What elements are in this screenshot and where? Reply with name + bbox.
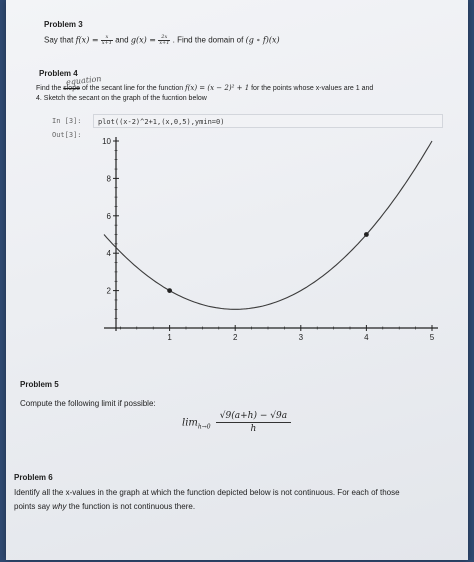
y-tick-label-4: 4 (106, 249, 111, 259)
limit-expression (182, 412, 291, 434)
f-numerator: x (101, 35, 113, 41)
code-input[interactable]: plot((x-2)^2+1,(x,0,5),ymin=0) (93, 114, 443, 128)
out-prompt: Out[3]: (52, 131, 82, 139)
f-denominator: x+1 (101, 40, 112, 46)
problem3-title: Problem 3 (44, 20, 83, 29)
function-plot (6, 0, 468, 360)
problem4-title: Problem 4 (39, 69, 78, 78)
f-definition-lhs: f(x) = (75, 35, 99, 45)
g-definition-lhs: g(x) = (130, 35, 156, 45)
limit-denominator: h (250, 424, 257, 434)
limit-fraction (216, 412, 291, 434)
problem4-line1-rest: of the secant line for the function (81, 85, 184, 92)
g-denominator: x+1 (159, 40, 170, 46)
y-tick-label-6: 6 (106, 211, 111, 221)
in-prompt: In [3]: (52, 117, 82, 125)
composition-expr: (g ∘ f)(x) (245, 35, 280, 45)
g-numerator: 2x (158, 35, 170, 41)
problem6-line2-rest: the function is not continuous there. (68, 502, 196, 511)
x-tick-label-5: 5 (429, 333, 435, 342)
limit-numerator: √9(a+h) − √9a (216, 412, 291, 423)
marked-point-1 (167, 288, 172, 293)
problem4-line1-suffix: for the points whose x-values are 1 and (251, 85, 374, 92)
problem6-line2-prefix: points say (14, 502, 51, 511)
x-tick-label-2: 2 (232, 333, 238, 342)
x-tick-label-1: 1 (167, 333, 172, 342)
problem3-instruction: . Find the domain of (172, 35, 244, 45)
lim-subscript: h→0 (197, 423, 211, 431)
problem5-title: Problem 5 (20, 380, 59, 389)
problem6-line2 (14, 502, 195, 511)
function-expression: f(x) = (x − 2)² + 1 (185, 84, 250, 92)
problem4-line1-prefix: Find the (36, 85, 62, 92)
problem3-say-that: Say that (44, 35, 74, 45)
y-tick-label-8: 8 (106, 174, 111, 184)
problem6-why: why (52, 502, 67, 511)
lim-word: lim (182, 417, 198, 429)
function-curve (104, 141, 432, 309)
problem5-prompt: Compute the following limit if possible: (20, 399, 156, 408)
worksheet-page (6, 0, 468, 560)
y-tick-label-10: 10 (102, 137, 111, 146)
problem3-and: and (115, 35, 129, 45)
handwritten-note: equation (65, 74, 102, 87)
marked-point-2 (364, 232, 369, 237)
problem4-struck-word: slope (63, 85, 80, 92)
x-tick-label-4: 4 (364, 333, 369, 342)
problem6-title: Problem 6 (14, 473, 53, 482)
problem6-line1: Identify all the x-values in the graph at which the function depicted below is not continuous. For each of those (14, 488, 400, 497)
x-tick-label-3: 3 (298, 333, 304, 342)
y-tick-label-2: 2 (106, 286, 111, 296)
problem4-line2: 4. Sketch the secant on the graph of the fucntion below (36, 95, 207, 102)
